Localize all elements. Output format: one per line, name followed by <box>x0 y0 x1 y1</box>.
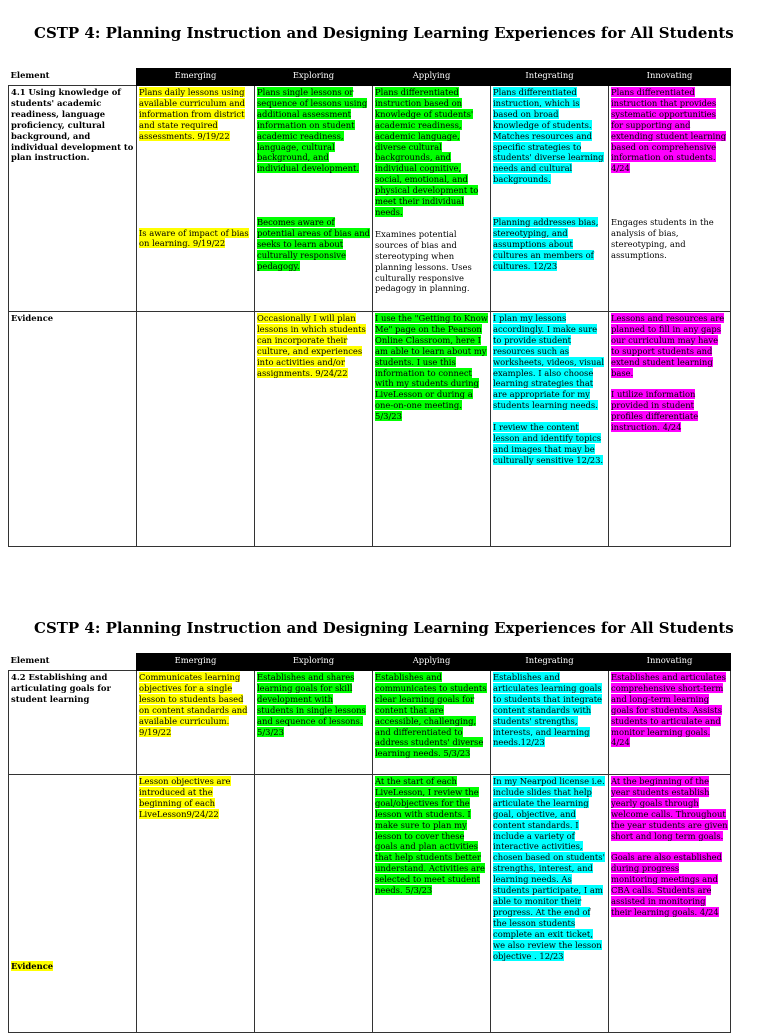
descriptor-text: Is aware of impact of bias on learning. 9/19/22 <box>139 227 249 249</box>
evidence-text: In my Nearpod license i.e. include slides that help articulate the learning goal, objective, and content standards. I include a variety of interactive activities, chosen based on students' strengths, interest, and learning needs. As students participate, I am able to monitor their progress. At the end of the lesson students complete an exit ticket, we also review the lesson objective . 12/23 <box>493 776 605 961</box>
level-integrating: Integrating <box>491 654 609 671</box>
descriptor-text: Planning addresses bias, stereotyping, and assumptions about cultures an members of cultures. 12/23 <box>493 217 599 271</box>
evidence-applying <box>373 312 491 547</box>
descriptor-text: Examines potential sources of bias and stereotyping when planning lessons. Uses culturally responsive pedagogy in planning. <box>375 228 472 294</box>
level-innovating: Innovating <box>609 654 731 671</box>
descriptor-row <box>9 86 731 312</box>
evidence-exploring <box>255 312 373 547</box>
descriptor-text: Establishes and articulates learning goals to students that integrate content standards with students' strengths, interests, and learning needs.12/23 <box>493 672 603 748</box>
section-2-title: CSTP 4: Planning Instruction and Designing Learning Experiences for All Students <box>34 619 734 637</box>
evidence-text: I plan my lessons accordingly. I make sure to provide student resources such as worksheets, videos, visual examples. I also choose learning strategies that are appropriate for my students learning needs. <box>493 313 605 411</box>
descriptor-emerging <box>137 86 255 312</box>
evidence-label: Evidence <box>9 312 137 547</box>
level-applying: Applying <box>373 654 491 671</box>
level-innovating: Innovating <box>609 69 731 86</box>
evidence-label-cell <box>9 775 137 1033</box>
level-integrating: Integrating <box>491 69 609 86</box>
evidence-applying <box>373 775 491 1033</box>
descriptor-emerging <box>137 671 255 775</box>
descriptor-text: Plans single lessons or sequence of lessons using additional assessment information on student academic readiness, language, cultural background, and individual development. <box>257 87 368 174</box>
level-emerging: Emerging <box>137 69 255 86</box>
level-exploring: Exploring <box>255 69 373 86</box>
header-row <box>9 654 731 671</box>
level-exploring: Exploring <box>255 654 373 671</box>
evidence-integrating <box>491 312 609 547</box>
descriptor-text: Plans differentiated instruction that provides systematic opportunities for supporting and extending student learning based on comprehensive information on students. 4/24 <box>611 87 727 174</box>
evidence-row <box>9 775 731 1033</box>
header-row <box>9 69 731 86</box>
descriptor-text: Engages students in the analysis of bias, stereotyping, and assumptions. <box>611 217 714 260</box>
evidence-emerging <box>137 775 255 1033</box>
evidence-text: Lessons and resources are planned to fill in any gaps our curriculum may have to support students and extend student learning base. <box>611 313 725 378</box>
descriptor-exploring <box>255 86 373 312</box>
level-applying: Applying <box>373 69 491 86</box>
evidence-text: I use the "Getting to Know Me" page on the Pearson Online Classroom, here I am able to learn about my students. I use this information to connect with my students during LiveLesson or during a one-on-one meeting. 5/3/23 <box>375 313 488 422</box>
rubric-table-4-2 <box>8 653 731 1033</box>
descriptor-integrating <box>491 671 609 775</box>
element-label: 4.2 Establishing and articulating goals for student learning <box>9 671 137 775</box>
descriptor-applying <box>373 671 491 775</box>
evidence-label: Evidence <box>11 961 54 972</box>
evidence-integrating <box>491 775 609 1033</box>
element-header: Element <box>9 654 137 671</box>
descriptor-integrating <box>491 86 609 312</box>
evidence-innovating <box>609 312 731 547</box>
evidence-text: I review the content lesson and identify topics and images that may be culturally sensitive 12/23. <box>493 422 604 465</box>
descriptor-text: Establishes and articulates comprehensive short-term and long-term learning goals for students. Assists students to articulate and monitor learning goals. 4/24 <box>611 672 726 748</box>
evidence-row <box>9 312 731 547</box>
descriptor-exploring <box>255 671 373 775</box>
evidence-innovating <box>609 775 731 1033</box>
descriptor-applying <box>373 86 491 312</box>
descriptor-innovating <box>609 86 731 312</box>
descriptor-row <box>9 671 731 775</box>
evidence-emerging <box>137 312 255 547</box>
descriptor-text: Plans differentiated instruction, which is based on broad knowledge of students. Matches resources and specific strategies to students' diverse learning needs and cultural backgrounds. <box>493 87 604 185</box>
descriptor-text: Plans differentiated instruction based on knowledge of students' academic readiness, academic language, diverse cultural backgrounds, and individual cognitive, social, emotional, and physical development to meet their individual needs. <box>375 87 479 217</box>
descriptor-innovating <box>609 671 731 775</box>
evidence-text: Occasionally I will plan lessons in which students can incorporate their culture, and experiences into activities and/or assignments. 9/24/22 <box>257 313 366 378</box>
element-header: Element <box>9 69 137 86</box>
descriptor-text: Becomes aware of potential areas of bias and seeks to learn about culturally responsive pedagogy. <box>257 217 370 271</box>
evidence-text: Lesson objectives are introduced at the beginning of each LiveLesson9/24/22 <box>139 776 231 819</box>
descriptor-text: Communicates learning objectives for a single lesson to students based on content standards and available curriculum. 9/19/22 <box>139 672 248 737</box>
evidence-exploring <box>255 775 373 1033</box>
descriptor-text: Establishes and shares learning goals for skill development with students in single lessons and sequence of lessons. 5/3/23 <box>257 672 366 737</box>
evidence-text: At the start of each LiveLesson, I review the goal/objectives for the lesson with students. I make sure to plan my lesson to cover these goals and plan activities that help students better understand. Activities are selected to meet student needs. 5/3/23 <box>375 776 485 896</box>
evidence-text: I utilize information provided in student profiles differentiate instruction. 4/24 <box>611 389 699 433</box>
descriptor-text: Establishes and communicates to students clear learning goals for content that are accessible, challenging, and differentiated to address students' diverse learning needs. 5/3/23 <box>375 672 487 759</box>
rubric-table-4-1 <box>8 68 731 547</box>
evidence-text: Goals are also established during progress monitoring meetings and CBA calls. Students are assisted in monitoring their learning goals. 4/24 <box>611 852 722 917</box>
descriptor-text: Plans daily lessons using available curriculum and information from district and state required assessments. 9/19/22 <box>139 87 246 141</box>
evidence-text: At the beginning of the year students establish yearly goals through welcome calls. Throughout the year students are given short and long term goals. <box>611 776 728 841</box>
level-emerging: Emerging <box>137 654 255 671</box>
element-label: 4.1 Using knowledge of students' academic readiness, language proficiency, cultural background, and individual development to plan instruction. <box>9 86 137 312</box>
section-1-title: CSTP 4: Planning Instruction and Designing Learning Experiences for All Students <box>34 24 734 42</box>
